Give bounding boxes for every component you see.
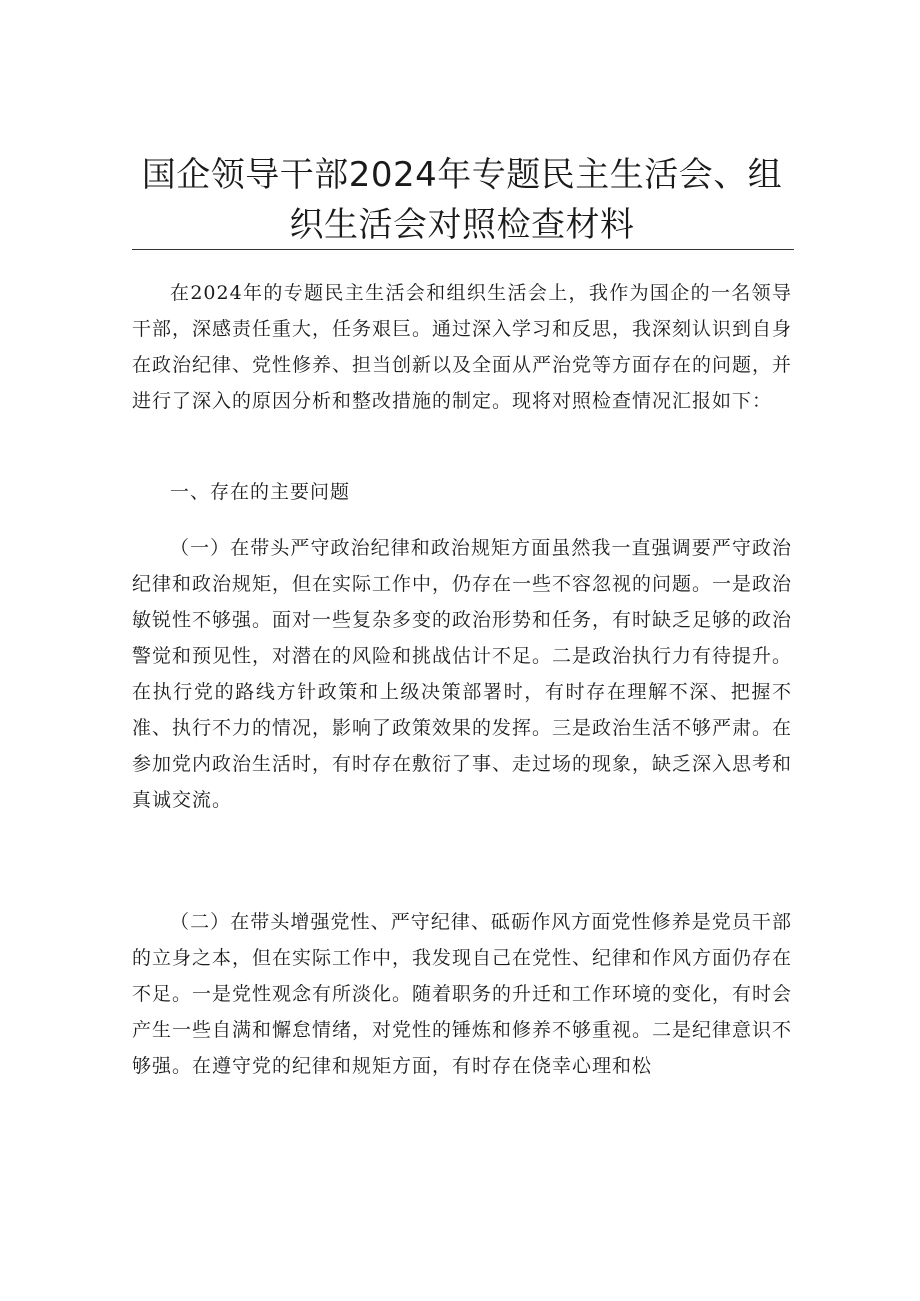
paragraph-item-1: （一）在带头严守政治纪律和政治规矩方面虽然我一直强调要严守政治纪律和政治规矩，但在实际工作中，仍存在一些不容忽视的问题。一是政治敏锐性不够强。面对一些复杂多变的政治形势和任务，有时缺乏足够的政治警觉和预见性，对潜在的风险和挑战估计不足。二是政治执行力有待提升。在执行党的路线方针政策和上级决策部署时，有时存在理解不深、把握不准、执行不力的情况，影响了政策效果的发挥。三是政治生活不够严肃。在参加党内政治生活时，有时存在敷衍了事、走过场的现象，缺乏深入思考和真诚交流。: [132, 537, 793, 811]
document-title: 国企领导干部2024年专题民主生活会、组织生活会对照检查材料: [141, 155, 783, 245]
intro-paragraph: 在2024年的专题民主生活会和组织生活会上，我作为国企的一名领导干部，深感责任重大，任务艰巨。通过深入学习和反思，我深刻认识到自身在政治纪律、党性修养、担当创新以及全面从严治党等方面存在的问题，并进行了深入的原因分析和整改措施的制定。现将对照检查情况汇报如下：: [132, 282, 793, 412]
section-heading-main-problems: 一、存在的主要问题: [170, 481, 351, 503]
paragraph-item-2: （二）在带头增强党性、严守纪律、砥砺作风方面党性修养是党员干部的立身之本，但在实际工作中，我发现自己在党性、纪律和作风方面仍存在不足。一是党性观念有所淡化。随着职务的升迁和工作环境的变化，有时会产生一些自满和懈怠情绪，对党性的锤炼和修养不够重视。二是纪律意识不够强。在遵守党的纪律和规矩方面，有时存在侥幸心理和松: [132, 911, 793, 1077]
title-underline: [132, 249, 794, 250]
